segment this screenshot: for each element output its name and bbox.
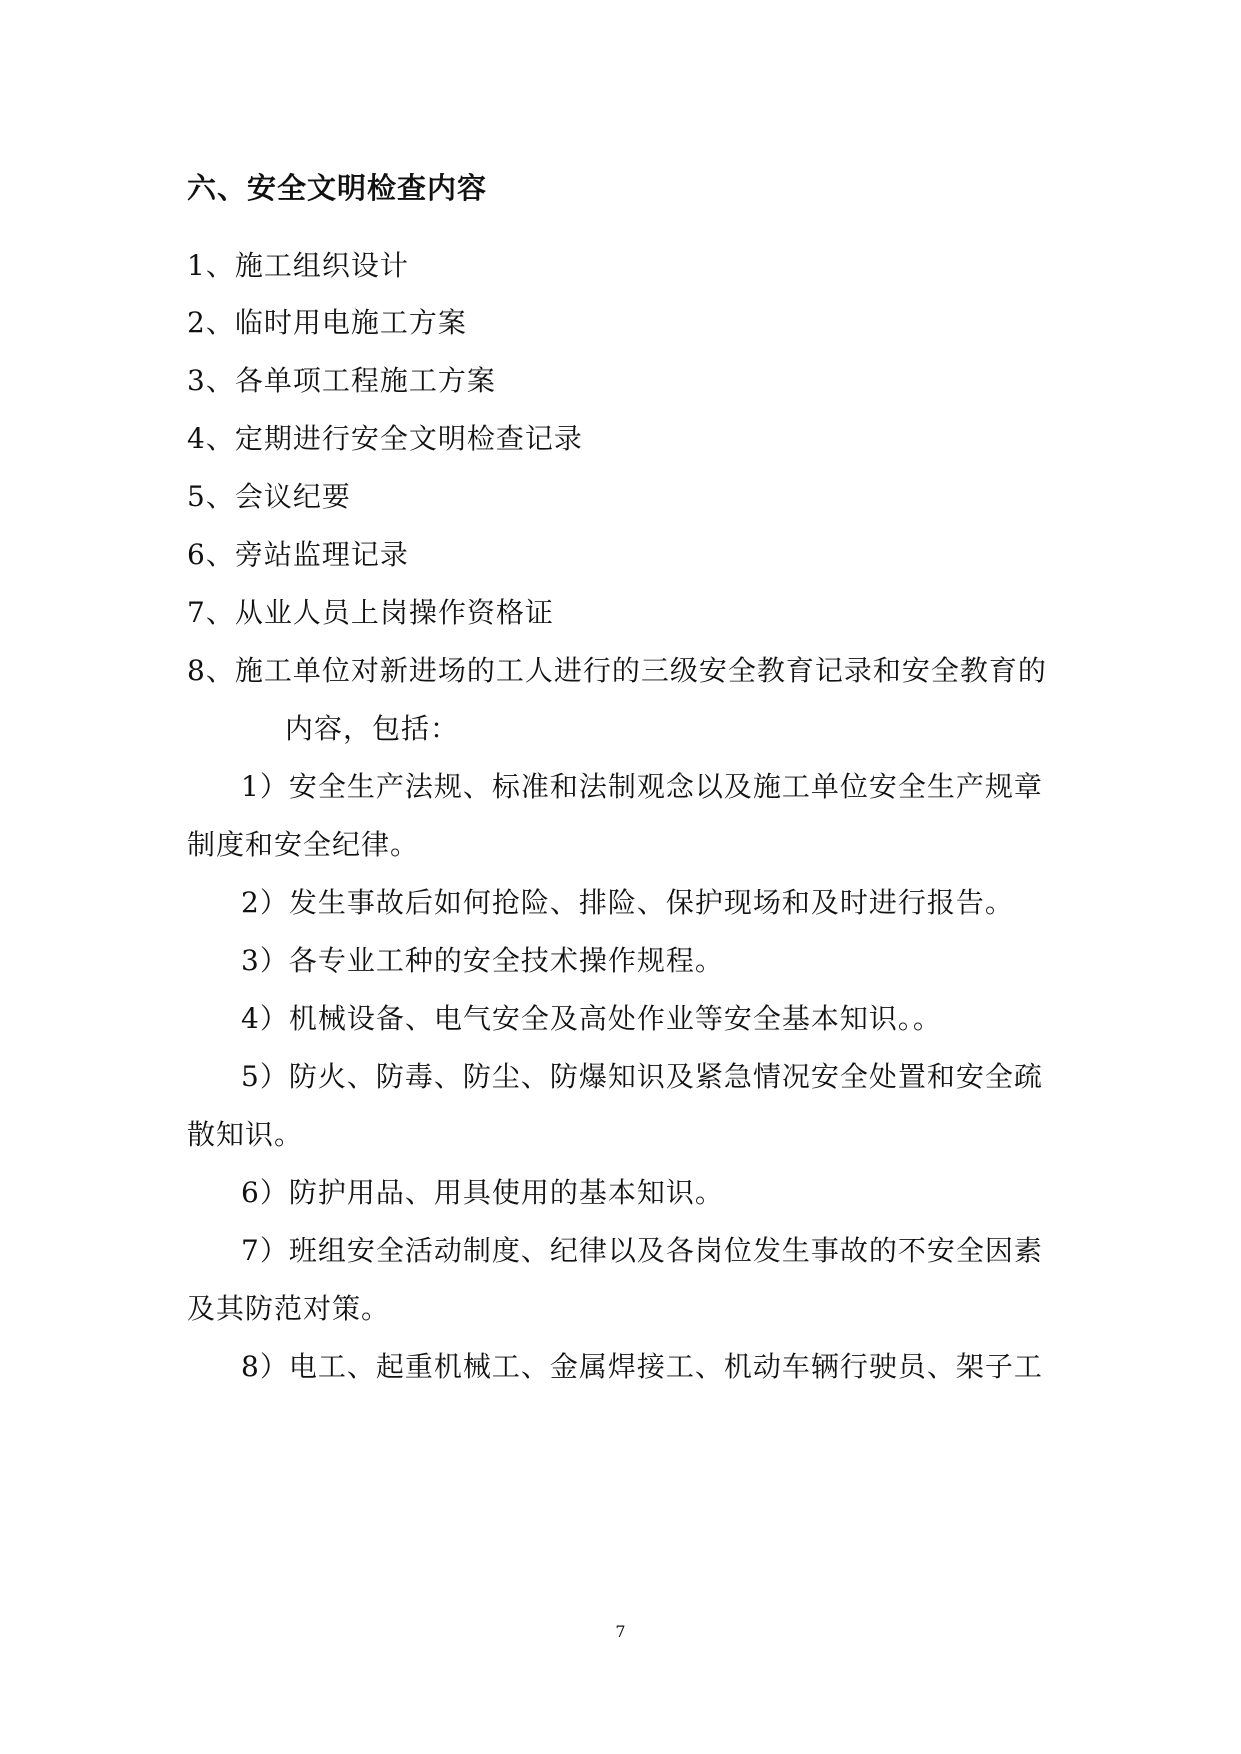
list-item: 2、临时用电施工方案	[187, 306, 467, 339]
subitem: 7）班组安全活动制度、纪律以及各岗位发生事故的不安全因素	[241, 1234, 1043, 1267]
subitem: 6）防护用品、用具使用的基本知识。	[241, 1176, 724, 1209]
subitem-continuation: 散知识。	[187, 1118, 304, 1151]
list-item: 1、施工组织设计	[187, 249, 409, 282]
list-item: 5、会议纪要	[187, 480, 351, 513]
page-number: 7	[615, 1622, 626, 1641]
subitem: 4）机械设备、电气安全及高处作业等安全基本知识。。	[241, 1002, 942, 1035]
list-item: 8、施工单位对新进场的工人进行的三级安全教育记录和安全教育的	[187, 654, 1047, 687]
subitem-continuation: 及其防范对策。	[187, 1292, 391, 1325]
list-item: 7、从业人员上岗操作资格证	[187, 596, 554, 629]
list-item: 4、定期进行安全文明检查记录	[187, 422, 583, 455]
list-item-continuation: 内容，包括：	[285, 712, 460, 745]
subitem: 5）防火、防毒、防尘、防爆知识及紧急情况安全处置和安全疏	[241, 1060, 1043, 1093]
list-item: 6、旁站监理记录	[187, 538, 409, 571]
subitem: 8）电工、起重机械工、金属焊接工、机动车辆行驶员、架子工	[241, 1350, 1043, 1383]
list-item: 3、各单项工程施工方案	[187, 364, 496, 397]
subitem-continuation: 制度和安全纪律。	[187, 828, 420, 861]
subitem: 1）安全生产法规、标准和法制观念以及施工单位安全生产规章	[241, 770, 1043, 803]
subitem: 2）发生事故后如何抢险、排险、保护现场和及时进行报告。	[241, 886, 1014, 919]
section-heading: 六、安全文明检查内容	[187, 171, 488, 205]
subitem: 3）各专业工种的安全技术操作规程。	[241, 944, 724, 977]
